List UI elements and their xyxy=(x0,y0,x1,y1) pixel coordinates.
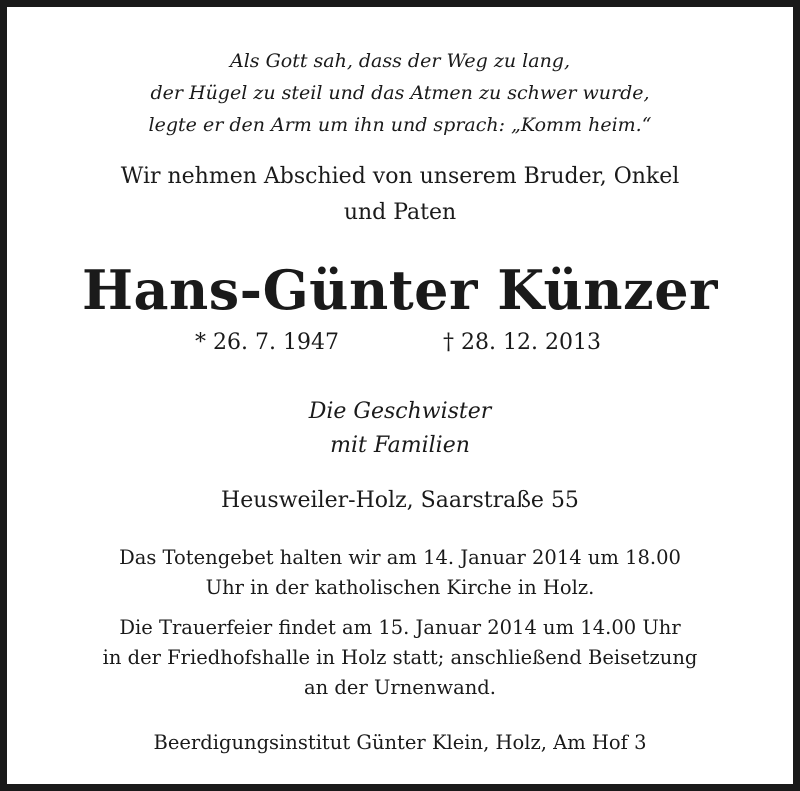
prayer-line: Das Totengebet halten wir am 14. Januar 2014 um 18.00 xyxy=(119,546,681,569)
service-line: Die Trauerfeier findet am 15. Januar 2014 um 14.00 Uhr xyxy=(119,616,681,639)
motto-line: der Hügel zu steil und das Atmen zu schwer wurde, xyxy=(150,82,650,104)
mourners-line: mit Familien xyxy=(330,433,470,458)
death-date: † 28. 12. 2013 xyxy=(443,330,601,355)
service-line: an der Urnenwand. xyxy=(304,676,496,699)
mourners-line: Die Geschwister xyxy=(308,399,492,424)
funeral-service-announcement xyxy=(7,613,793,703)
intro-line: Wir nehmen Abschied von unserem Bruder, Onkel xyxy=(120,164,680,189)
service-line: in der Friedhofshalle in Holz statt; anschließend Beisetzung xyxy=(102,646,698,669)
undertaker-info: Beerdigungsinstitut Günter Klein, Holz, Am Hof 3 xyxy=(153,731,647,754)
birth-date: * 26. 7. 1947 xyxy=(195,330,339,355)
prayer-announcement xyxy=(7,543,793,603)
motto-line: Als Gott sah, dass der Weg zu lang, xyxy=(229,50,571,72)
motto-verse xyxy=(7,45,793,141)
intro-line: und Paten xyxy=(343,200,457,225)
deceased-name: Hans-Günter Künzer xyxy=(81,258,718,322)
family-address: Heusweiler-Holz, Saarstraße 55 xyxy=(221,488,579,513)
motto-line: legte er den Arm um ihn und sprach: „Komm heim.“ xyxy=(148,114,652,136)
farewell-intro xyxy=(7,159,793,231)
mourners-signature xyxy=(7,395,793,463)
prayer-line: Uhr in der katholischen Kirche in Holz. xyxy=(205,576,595,599)
